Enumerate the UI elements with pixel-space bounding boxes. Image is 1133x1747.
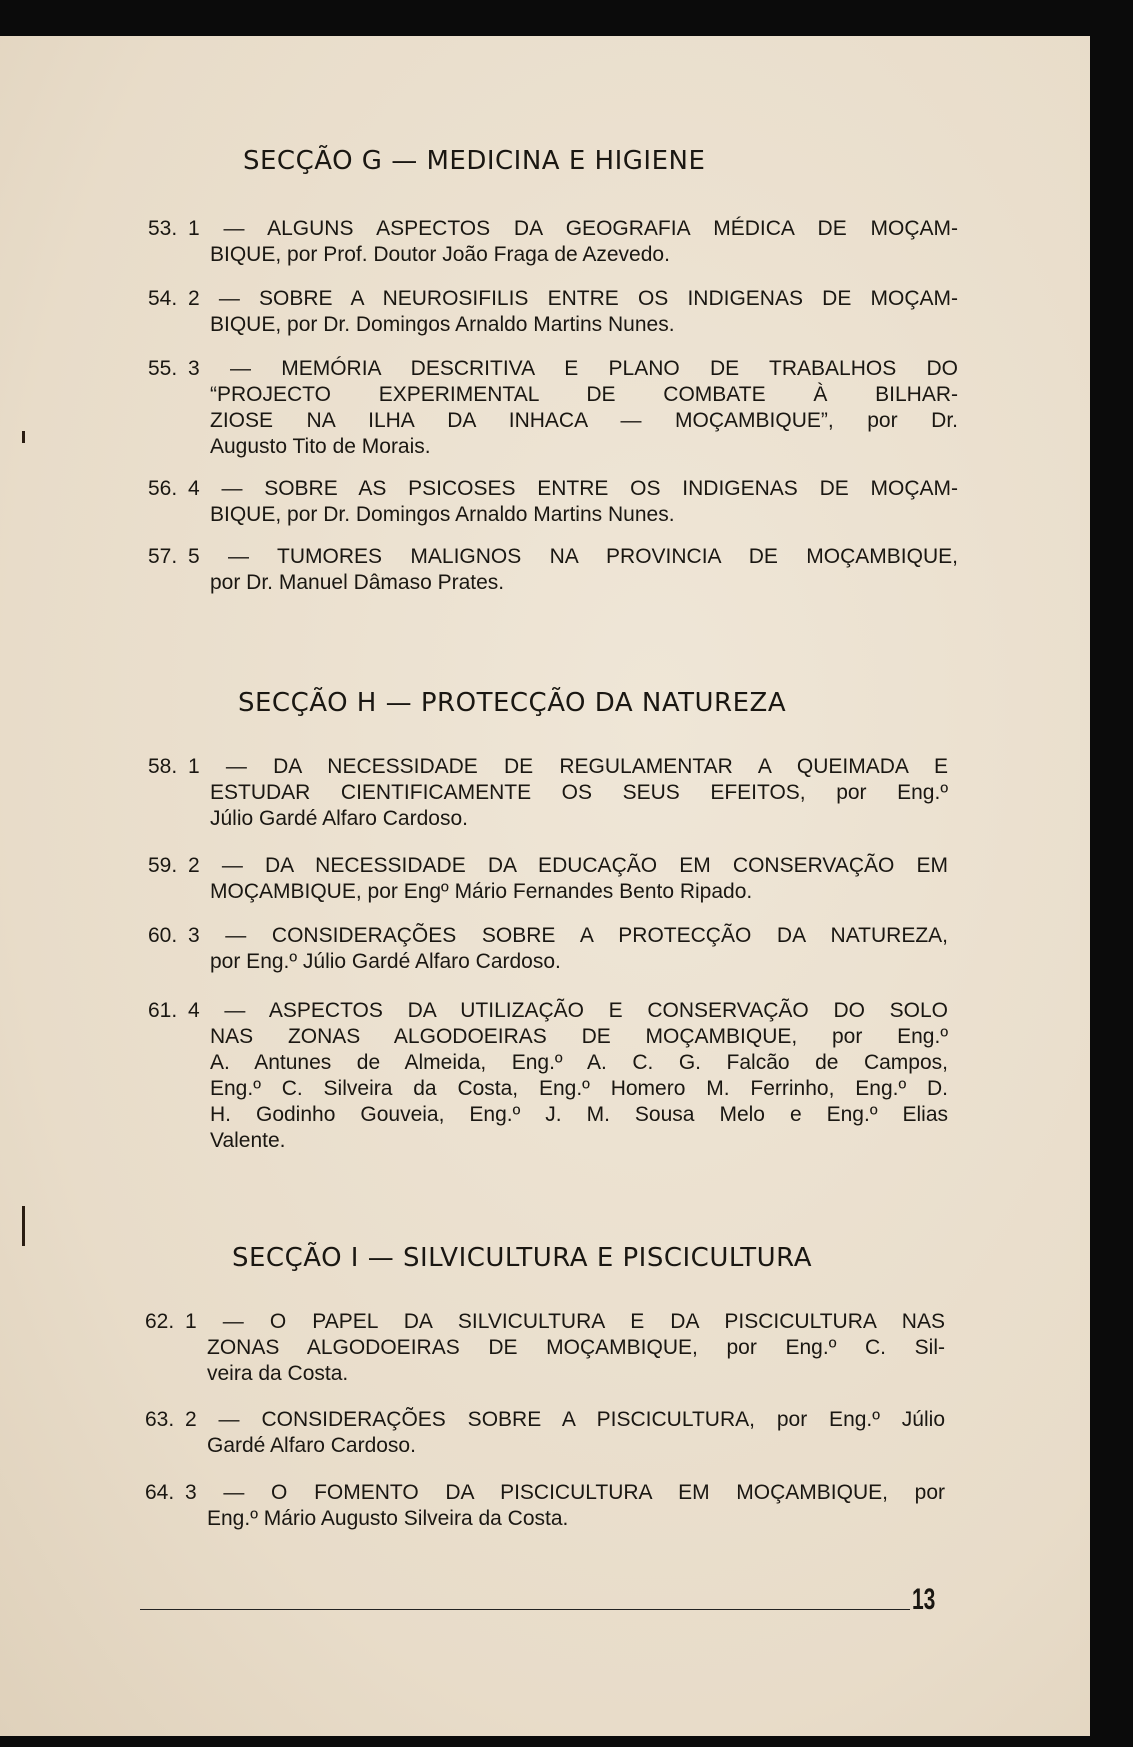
entry-line: 2 — DA NECESSIDADE DA EDUCAÇÃO EM CONSERVAÇÃO EM bbox=[188, 854, 948, 877]
margin-mark bbox=[22, 431, 25, 443]
entry-line: por Dr. Manuel Dâmaso Prates. bbox=[210, 571, 505, 594]
list-item bbox=[148, 476, 958, 528]
entry-line: MOÇAMBIQUE, por Engº Mário Fernandes Bento Ripado. bbox=[210, 880, 753, 903]
list-item bbox=[148, 544, 958, 596]
entry-number: 54. bbox=[148, 287, 178, 310]
entry-line: A. Antunes de Almeida, Eng.º A. C. G. Falcão de Campos, bbox=[210, 1051, 948, 1074]
entry-line: 1 — O PAPEL DA SILVICULTURA E DA PISCICULTURA NAS bbox=[185, 1310, 945, 1333]
entry-line: NAS ZONAS ALGODOEIRAS DE MOÇAMBIQUE, por Eng.º bbox=[210, 1025, 948, 1048]
entry-line: BIQUE, por Dr. Domingos Arnaldo Martins Nunes. bbox=[210, 313, 675, 336]
entry-line: 4 — SOBRE AS PSICOSES ENTRE OS INDIGENAS DE MOÇAM- bbox=[188, 477, 958, 500]
entry-line: H. Godinho Gouveia, Eng.º J. M. Sousa Melo e Eng.º Elias bbox=[210, 1103, 948, 1126]
footer-rule bbox=[140, 1609, 910, 1610]
margin-mark bbox=[22, 1206, 25, 1246]
entry-line: BIQUE, por Prof. Doutor João Fraga de Azevedo. bbox=[210, 243, 670, 266]
section-heading: SECÇÃO H — PROTECÇÃO DA NATUREZA bbox=[238, 688, 787, 718]
entry-line: 3 — MEMÓRIA DESCRITIVA E PLANO DE TRABALHOS DO bbox=[188, 357, 958, 380]
entry-line: ESTUDAR CIENTIFICAMENTE OS SEUS EFEITOS, por Eng.º bbox=[210, 781, 948, 804]
entry-number: 57. bbox=[148, 545, 178, 568]
list-item bbox=[145, 1309, 945, 1387]
entry-number: 60. bbox=[148, 924, 178, 947]
page-number: 13 bbox=[912, 1583, 936, 1616]
entry-line: ZIOSE NA ILHA DA INHACA — MOÇAMBIQUE”, por Dr. bbox=[210, 409, 958, 432]
list-item bbox=[148, 754, 948, 832]
entry-line: Júlio Gardé Alfaro Cardoso. bbox=[210, 807, 468, 830]
section-heading: SECÇÃO G — MEDICINA E HIGIENE bbox=[243, 146, 706, 176]
list-item bbox=[148, 216, 958, 268]
list-item bbox=[148, 286, 958, 338]
entry-number: 61. bbox=[148, 999, 178, 1022]
entry-line: 4 — ASPECTOS DA UTILIZAÇÃO E CONSERVAÇÃO DO SOLO bbox=[188, 999, 948, 1022]
entry-line: Valente. bbox=[210, 1129, 286, 1152]
entry-line: 3 — O FOMENTO DA PISCICULTURA EM MOÇAMBIQUE, por bbox=[185, 1481, 945, 1504]
entry-line: BIQUE, por Dr. Domingos Arnaldo Martins Nunes. bbox=[210, 503, 675, 526]
entry-number: 63. bbox=[145, 1408, 175, 1431]
entry-line: Augusto Tito de Morais. bbox=[210, 435, 431, 458]
entry-number: 56. bbox=[148, 477, 178, 500]
entry-line: Eng.º Mário Augusto Silveira da Costa. bbox=[207, 1507, 569, 1530]
entry-line: “PROJECTO EXPERIMENTAL DE COMBATE À BILHAR- bbox=[210, 383, 958, 406]
entry-number: 55. bbox=[148, 357, 178, 380]
entry-line: 3 — CONSIDERAÇÕES SOBRE A PROTECÇÃO DA NATUREZA, bbox=[188, 924, 948, 947]
entry-line: veira da Costa. bbox=[207, 1362, 349, 1385]
entry-line: 1 — DA NECESSIDADE DE REGULAMENTAR A QUEIMADA E bbox=[188, 755, 948, 778]
entry-number: 59. bbox=[148, 854, 178, 877]
list-item bbox=[148, 923, 948, 975]
list-item bbox=[145, 1480, 945, 1532]
entry-line: 1 — ALGUNS ASPECTOS DA GEOGRAFIA MÉDICA DE MOÇAM- bbox=[188, 217, 958, 240]
document-page bbox=[0, 36, 1090, 1736]
section-heading: SECÇÃO I — SILVICULTURA E PISCICULTURA bbox=[232, 1243, 812, 1273]
entry-line: 2 — CONSIDERAÇÕES SOBRE A PISCICULTURA, por Eng.º Júlio bbox=[185, 1408, 945, 1431]
entry-line: Eng.º C. Silveira da Costa, Eng.º Homero M. Ferrinho, Eng.º D. bbox=[210, 1077, 948, 1100]
list-item bbox=[148, 998, 948, 1154]
entry-line: 5 — TUMORES MALIGNOS NA PROVINCIA DE MOÇAMBIQUE, bbox=[188, 545, 958, 568]
list-item bbox=[148, 356, 958, 460]
entry-line: por Eng.º Júlio Gardé Alfaro Cardoso. bbox=[210, 950, 561, 973]
entry-number: 53. bbox=[148, 217, 178, 240]
entry-number: 58. bbox=[148, 755, 178, 778]
entry-line: ZONAS ALGODOEIRAS DE MOÇAMBIQUE, por Eng.º C. Sil- bbox=[207, 1336, 945, 1359]
list-item bbox=[145, 1407, 945, 1459]
entry-number: 64. bbox=[145, 1481, 175, 1504]
list-item bbox=[148, 853, 948, 905]
entry-number: 62. bbox=[145, 1310, 175, 1333]
entry-line: Gardé Alfaro Cardoso. bbox=[207, 1434, 416, 1457]
entry-line: 2 — SOBRE A NEUROSIFILIS ENTRE OS INDIGENAS DE MOÇAM- bbox=[188, 287, 958, 310]
